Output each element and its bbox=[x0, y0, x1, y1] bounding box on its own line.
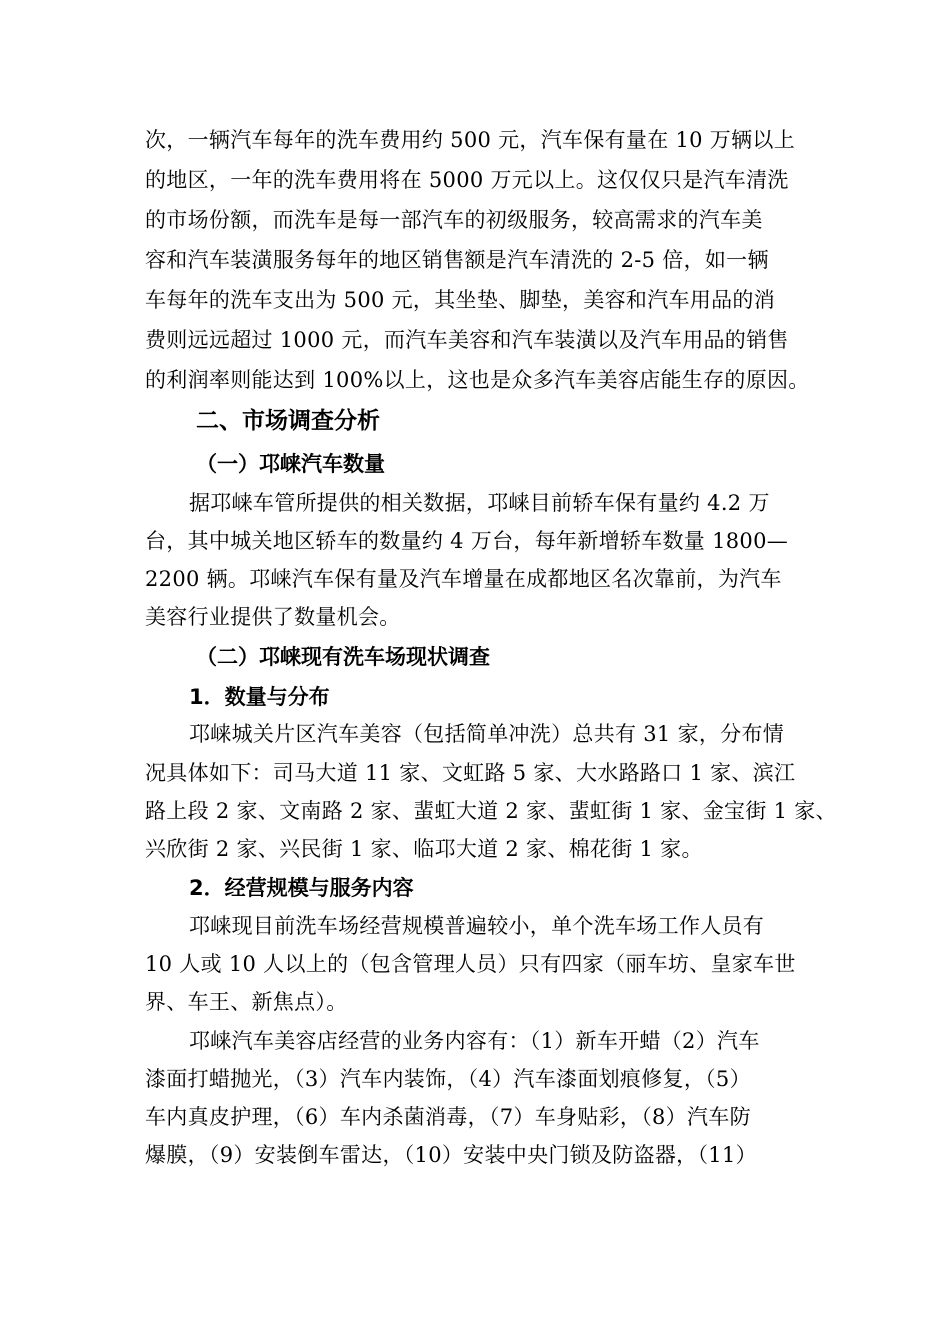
paragraph-line: 2200 辆。邛崃汽车保有量及汽车增量在成都地区名次靠前，为汽车 bbox=[145, 567, 782, 591]
paragraph-line: 美容行业提供了数量机会。 bbox=[145, 605, 401, 629]
paragraph-line: 车内真皮护理，（6）车内杀菌消毒，（7）车身贴彩，（8）汽车防 bbox=[145, 1105, 751, 1129]
paragraph-line: 容和汽车装潢服务每年的地区销售额是汽车清洗的 2-5 倍，如一辆 bbox=[145, 248, 769, 272]
paragraph-line: 的利润率则能达到 100%以上，这也是众多汽车美容店能生存的原因。 bbox=[145, 368, 810, 392]
paragraph-line: 兴欣街 2 家、兴民街 1 家、临邛大道 2 家、棉花街 1 家。 bbox=[145, 837, 703, 861]
paragraph-line: 的市场份额，而洗车是每一部汽车的初级服务，较高需求的汽车美 bbox=[145, 208, 763, 232]
paragraph-line: 况具体如下：司马大道 11 家、文虹路 5 家、大水路路口 1 家、滨江 bbox=[145, 761, 796, 785]
paragraph-line: 次，一辆汽车每年的洗车费用约 500 元，汽车保有量在 10 万辆以上 bbox=[145, 128, 796, 152]
paragraph-line: 10 人或 10 人以上的（包含管理人员）只有四家（丽车坊、皇家车世 bbox=[145, 952, 796, 976]
item-heading: 1．数量与分布 bbox=[189, 685, 330, 709]
paragraph-line: 据邛崃车管所提供的相关数据，邛崃目前轿车保有量约 4.2 万 bbox=[189, 491, 770, 515]
paragraph-line: 的地区，一年的洗车费用将在 5000 万元以上。这仅仅只是汽车清洗 bbox=[145, 168, 789, 192]
item-heading: 2．经营规模与服务内容 bbox=[189, 876, 414, 900]
paragraph-line: 路上段 2 家、文南路 2 家、蜚虹大道 2 家、蜚虹街 1 家、金宝街 1 家、 bbox=[145, 799, 837, 823]
paragraph-line: 漆面打蜡抛光，（3）汽车内装饰，（4）汽车漆面划痕修复，（5） bbox=[145, 1067, 751, 1091]
subsection-heading: （二）邛崃现有洗车场现状调查 bbox=[196, 645, 490, 669]
paragraph-line: 台，其中城关地区轿车的数量约 4 万台，每年新增轿车数量 1800— bbox=[145, 529, 789, 553]
paragraph-line: 爆膜，（9）安装倒车雷达，（10）安装中央门锁及防盗器，（11） bbox=[145, 1143, 757, 1167]
section-heading: 二、市场调查分析 bbox=[196, 408, 380, 434]
paragraph-line: 界、车王、新焦点）。 bbox=[145, 990, 348, 1014]
paragraph-line: 费则远远超过 1000 元，而汽车美容和汽车装潢以及汽车用品的销售 bbox=[145, 328, 789, 352]
paragraph-line: 邛崃汽车美容店经营的业务内容有：（1）新车开蜡（2）汽车 bbox=[189, 1029, 760, 1053]
paragraph-line: 邛崃现目前洗车场经营规模普遍较小，单个洗车场工作人员有 bbox=[189, 914, 765, 938]
subsection-heading: （一）邛崃汽车数量 bbox=[196, 452, 385, 476]
paragraph-line: 邛崃城关片区汽车美容（包括简单冲洗）总共有 31 家，分布情 bbox=[189, 722, 785, 746]
paragraph-line: 车每年的洗车支出为 500 元，其坐垫、脚垫，美容和汽车用品的消 bbox=[145, 288, 776, 312]
